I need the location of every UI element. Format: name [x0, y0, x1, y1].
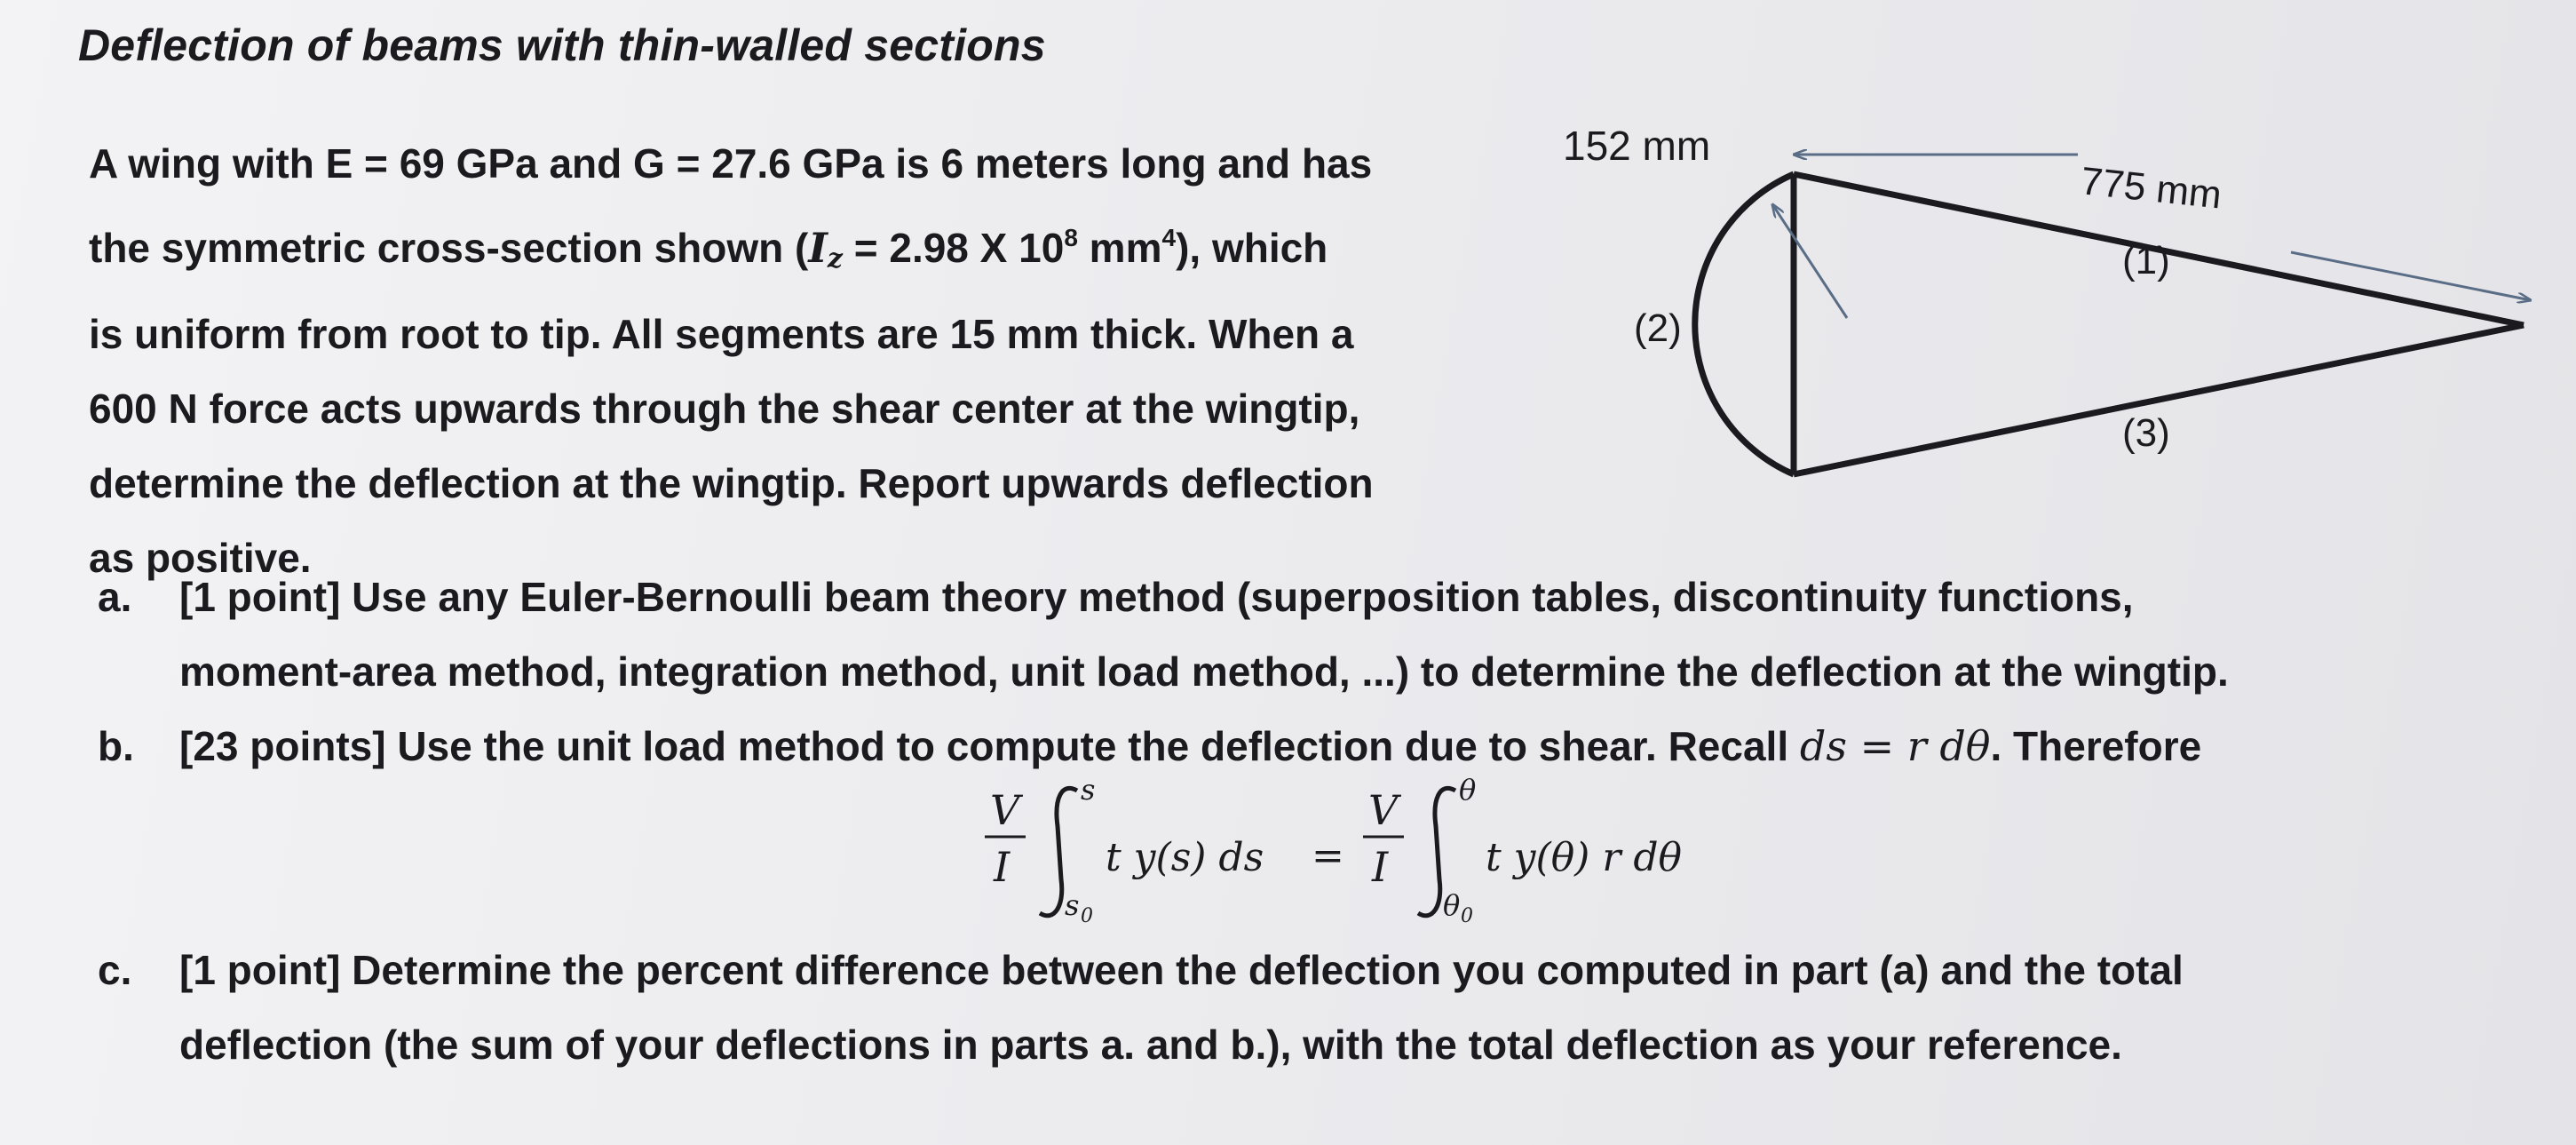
unit-mm: mm [1077, 225, 1162, 271]
part-b-math: ds = r dθ [1799, 722, 1991, 770]
problem-line-2 [89, 201, 1545, 297]
part-c-line-1: [1 point] Determine the percent difference between the deflection you computed in part (a) and the total [179, 947, 2184, 993]
integral-1-lower-sub: 0 [1081, 905, 1093, 927]
integrand-1: t y(s) ds [1106, 835, 1264, 880]
part-a-letter: a. [98, 574, 132, 620]
part-a-line-2: moment-area method, integration method, unit load method, ...) to determine the deflection at the wingtip. [179, 648, 2229, 695]
part-a [98, 560, 2566, 709]
problem-line-5: determine the deflection at the wingtip. Report upwards deflection [89, 460, 1374, 506]
problem-line-2-prefix: the symmetric cross-section shown ( [89, 225, 809, 271]
fraction-1-denominator: I [994, 843, 1011, 891]
integral-1-lower: s [1065, 888, 1080, 922]
radius-dimension-label: 152 mm [1563, 123, 1711, 169]
exponent-4: 4 [1161, 224, 1177, 251]
problem-statement [89, 126, 1545, 595]
integrand-2: t y(θ) r dθ [1486, 835, 1683, 880]
wing-cross-section-diagram [1563, 115, 2566, 524]
part-c [98, 933, 2566, 1082]
part-a-line-1: [1 point] Use any Euler-Bernoulli beam theory method (superposition tables, discontinuity functions, [179, 574, 2134, 620]
nose-arc-segment-2 [1695, 174, 1794, 474]
length-dimension-label: 775 mm [2078, 159, 2224, 218]
exponent-8: 8 [1064, 224, 1078, 251]
part-b-text: [23 points] Use the unit load method to compute the deflection due to shear. Recall [179, 723, 1800, 769]
problem-line-3: is uniform from root to tip. All segments are 15 mm thick. When a [89, 311, 1354, 357]
page-title: Deflection of beams with thin-walled sections [78, 20, 1046, 70]
fraction-2-numerator: V [1368, 786, 1399, 834]
moment-of-inertia-value: = 2.98 X 10 [842, 225, 1065, 271]
segment-2-label: (2) [1634, 306, 1682, 350]
part-b-suffix: . Therefore [1990, 723, 2202, 769]
equals-sign: = [1312, 833, 1344, 879]
moment-of-inertia-symbol: I [808, 224, 828, 272]
part-b-letter: b. [98, 723, 134, 769]
integral-1-upper: s [1081, 773, 1096, 807]
moment-of-inertia-subscript: z [827, 243, 843, 274]
radius-arrow [1772, 204, 1847, 318]
problem-line-1: A wing with E = 69 GPa and G = 27.6 GPa is 6 meters long and has [89, 140, 1373, 187]
segment-3-label: (3) [2122, 411, 2170, 455]
integral-2-lower-sub: 0 [1461, 905, 1473, 927]
fraction-2-denominator: I [1372, 843, 1389, 891]
part-c-letter: c. [98, 947, 132, 993]
segment-1-label: (1) [2122, 239, 2170, 282]
shear-flow-equation [972, 773, 1771, 933]
problem-line-6: as positive. [89, 535, 312, 581]
fraction-1-numerator: V [990, 786, 1020, 834]
part-c-line-2: deflection (the sum of your deflections in parts a. and b.), with the total deflection as your reference. [179, 1022, 2122, 1068]
integral-2-lower: θ [1443, 888, 1461, 922]
problem-line-2-suffix: ), which [1176, 225, 1328, 271]
integral-2-upper: θ [1459, 773, 1477, 807]
dimension-arrow-right [2291, 252, 2531, 300]
problem-line-4: 600 N force acts upwards through the shear center at the wingtip, [89, 386, 1360, 432]
